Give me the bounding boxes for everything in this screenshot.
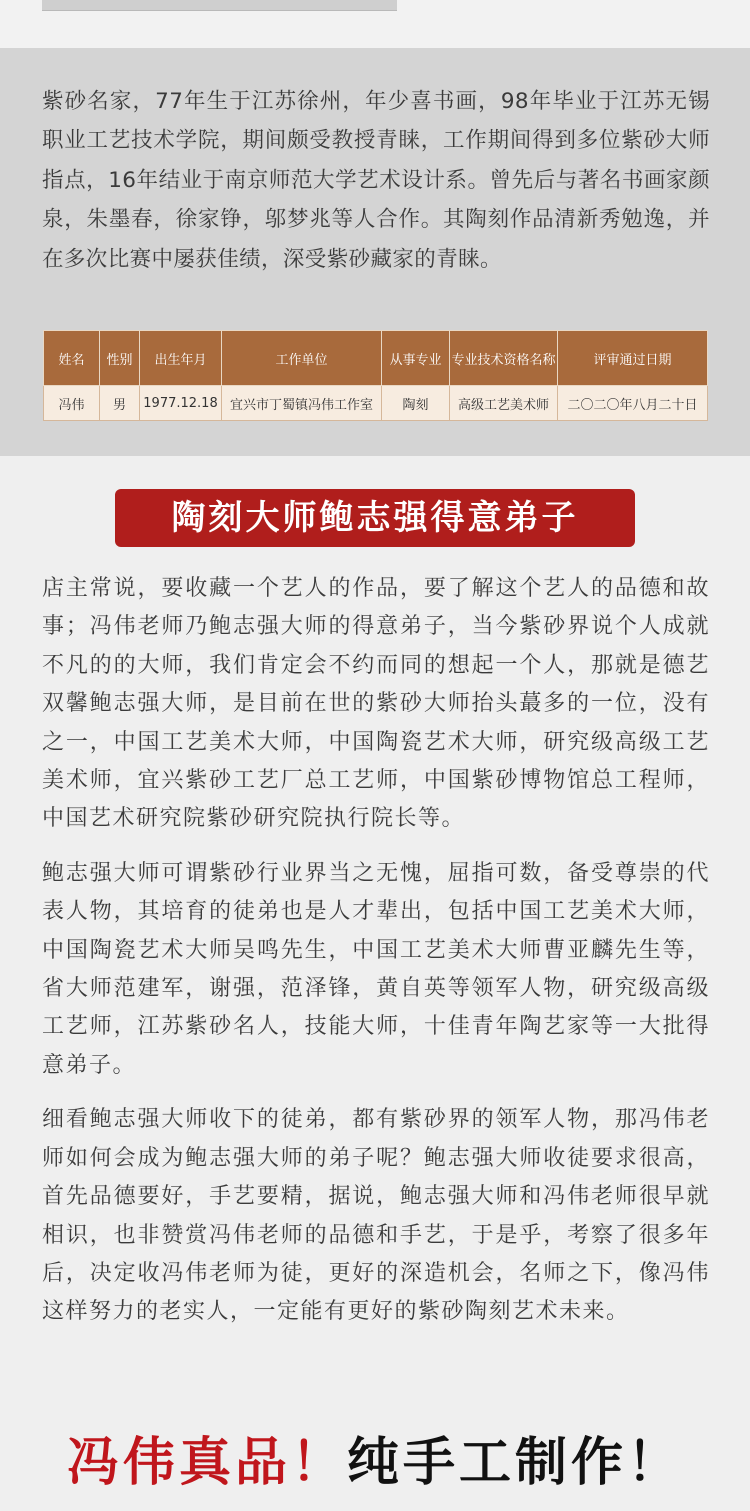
article-body — [42, 570, 710, 1348]
header-cell-gender: 性别 — [100, 331, 140, 386]
cell-profession: 陶刻 — [382, 386, 450, 421]
top-image-strip — [0, 0, 750, 48]
header-cell-review-date: 评审通过日期 — [558, 331, 708, 386]
cell-qualification: 高级工艺美术师 — [450, 386, 558, 421]
previous-image-edge — [42, 0, 397, 11]
intro-text: 紫砂名家，77年生于江苏徐州，年少喜书画，98年毕业于江苏无锡职业工艺技术学院，期间颇受教授青睐，工作期间得到多位紫砂大师指点，16年结业于南京师范大学艺术设计系。曾先后与著名书画家颜泉，朱墨春，徐家铮，邬梦兆等人合作。其陶刻作品清新秀勉逸，并在多次比赛中屡获佳绩，深受紫砂藏家的青睐。 — [42, 89, 710, 272]
table-row — [44, 386, 708, 421]
table-header-row — [44, 331, 708, 386]
slogan-handmade: 纯手工制作！ — [347, 1432, 684, 1493]
section-banner: 陶刻大师鲍志强得意弟子 — [115, 489, 635, 547]
header-cell-birth: 出生年月 — [140, 331, 222, 386]
cell-workplace: 宜兴市丁蜀镇冯伟工作室 — [222, 386, 382, 421]
header-cell-profession: 从事专业 — [382, 331, 450, 386]
cell-birth: 1977.12.18 — [140, 386, 222, 421]
paragraph-1: 店主常说，要收藏一个艺人的作品，要了解这个艺人的品德和故事；冯伟老师乃鲍志强大师的得意弟子，当今紫砂界说个人成就不凡的的大师，我们肯定会不约而同的想起一个人，那就是德艺双馨鲍志强大师，是目前在世的紫砂大师抬头蕞多的一位，没有之一，中国工艺美术大师，中国陶瓷艺术大师，研究级高级工艺美术师，宜兴紫砂工艺厂总工艺师，中国紫砂博物馆总工程师，中国艺术研究院紫砂研究院执行院长等。 — [42, 576, 710, 832]
cell-gender: 男 — [100, 386, 140, 421]
cell-review-date: 二〇二〇年八月二十日 — [558, 386, 708, 421]
slogan-authentic: 冯伟真品！ — [66, 1432, 347, 1493]
header-cell-qualification: 专业技术资格名称 — [450, 331, 558, 386]
paragraph-2: 鲍志强大师可谓紫砂行业界当之无愧，屈指可数，备受尊崇的代表人物，其培育的徒弟也是人才辈出，包括中国工艺美术大师，中国陶瓷艺术大师吴鸣先生，中国工艺美术大师曹亚麟先生等，省大师范建军，谢强，范泽锋，黄自英等领军人物，研究级高级工艺师，江苏紫砂名人，技能大师，十佳青年陶艺家等一大批得意弟子。 — [42, 860, 710, 1078]
cell-name: 冯伟 — [44, 386, 100, 421]
slogan — [0, 1420, 750, 1495]
paragraph-3: 细看鲍志强大师收下的徒弟，都有紫砂界的领军人物，那冯伟老师如何会成为鲍志强大师的弟子呢？鲍志强大师收徒要求很高，首先品德要好，手艺要精，据说，鲍志强大师和冯伟老师很早就相识，也非赞赏冯伟老师的品德和手艺，于是乎，考察了很多年后，决定收冯伟老师为徒，更好的深造机会，名师之下，像冯伟这样努力的老实人，一定能有更好的紫砂陶刻艺术未来。 — [42, 1107, 710, 1325]
info-table — [43, 330, 708, 421]
header-cell-workplace: 工作单位 — [222, 331, 382, 386]
header-cell-name: 姓名 — [44, 331, 100, 386]
